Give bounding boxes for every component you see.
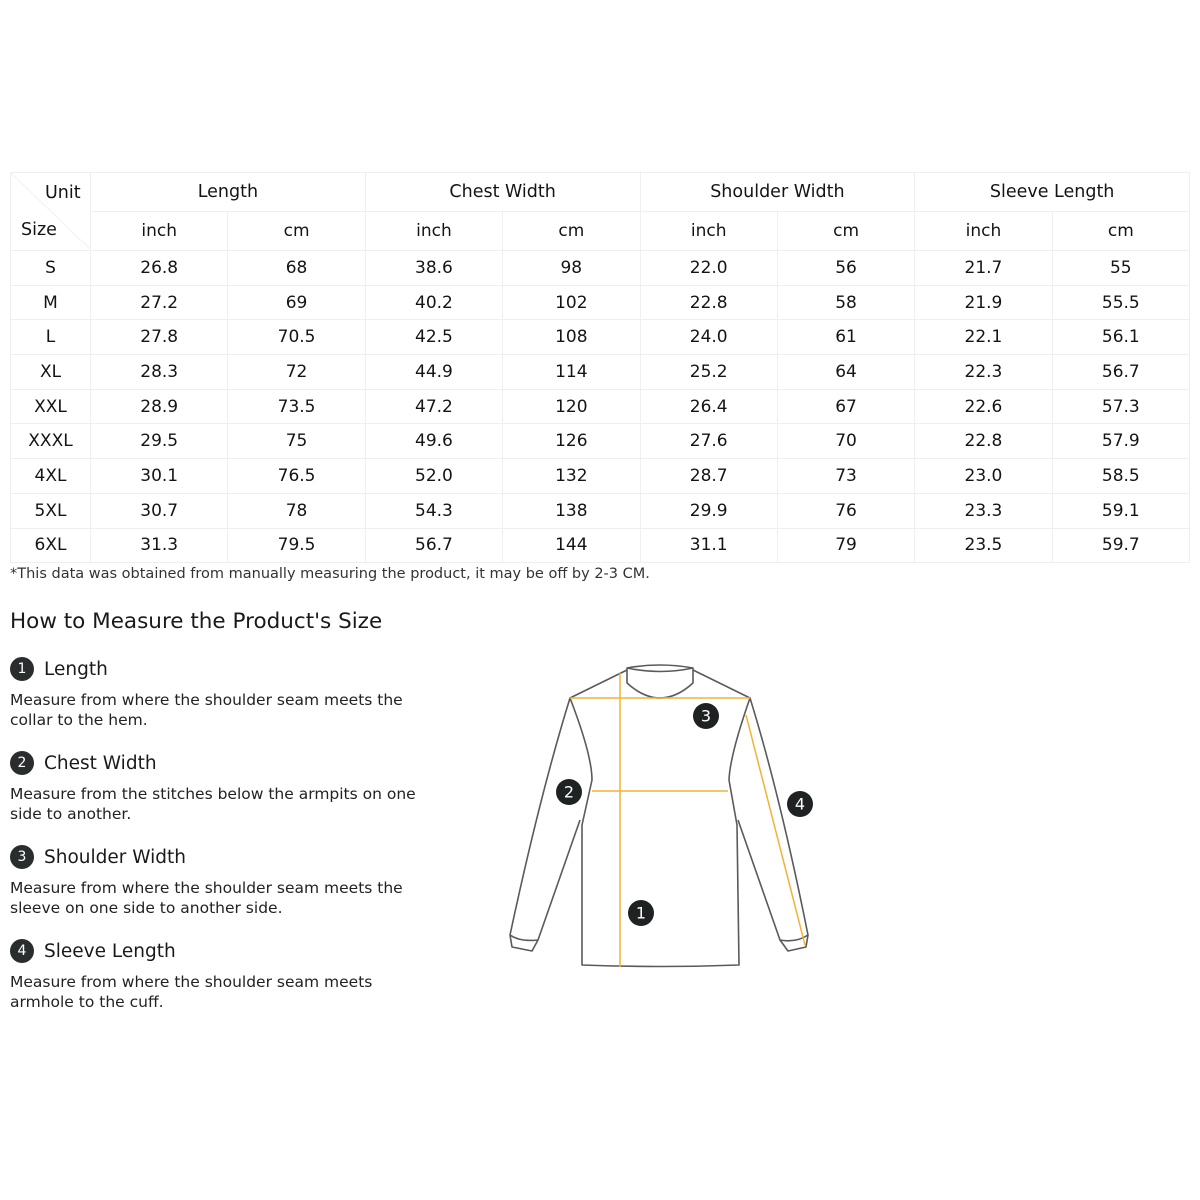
svg-text:2: 2	[563, 782, 575, 802]
marker-2-icon	[556, 779, 582, 805]
unit-label: Unit	[45, 183, 81, 203]
measurement-cell: 28.7	[640, 459, 777, 494]
table-row	[11, 528, 1190, 563]
measurement-cell: 23.5	[915, 528, 1052, 563]
measurement-cell: 22.8	[640, 285, 777, 320]
measurement-cell: 26.8	[91, 251, 228, 286]
measurement-cell: 31.1	[640, 528, 777, 563]
measurement-cell: 22.0	[640, 251, 777, 286]
unit-header: cm	[228, 212, 365, 251]
step-title: Chest Width	[44, 752, 157, 774]
size-cell: L	[11, 320, 91, 355]
measurement-cell: 76	[777, 493, 914, 528]
measurement-cell: 69	[228, 285, 365, 320]
size-label: Size	[21, 220, 57, 240]
step-title: Sleeve Length	[44, 940, 176, 962]
group-header-sleeve-length: Sleeve Length	[915, 173, 1190, 212]
measurement-cell: 73.5	[228, 389, 365, 424]
table-row	[11, 424, 1190, 459]
measurement-cell: 70.5	[228, 320, 365, 355]
number-4-badge-icon: 4	[10, 939, 34, 963]
measurement-cell: 79	[777, 528, 914, 563]
measurement-lines	[570, 673, 805, 967]
size-cell: M	[11, 285, 91, 320]
group-header-shoulder-width: Shoulder Width	[640, 173, 915, 212]
measurement-cell: 29.9	[640, 493, 777, 528]
measurement-cell: 58	[777, 285, 914, 320]
measurement-cell: 22.3	[915, 355, 1052, 390]
measurement-cell: 120	[503, 389, 640, 424]
howto-title: How to Measure the Product's Size	[10, 609, 383, 634]
measurement-cell: 42.5	[365, 320, 502, 355]
measurement-cell: 27.2	[91, 285, 228, 320]
measurement-cell: 40.2	[365, 285, 502, 320]
measurement-cell: 55	[1052, 251, 1189, 286]
group-header-length: Length	[91, 173, 366, 212]
measurement-cell: 27.6	[640, 424, 777, 459]
measurement-cell: 114	[503, 355, 640, 390]
unit-header: cm	[777, 212, 914, 251]
unit-header: cm	[1052, 212, 1189, 251]
measurement-cell: 56.7	[1052, 355, 1189, 390]
measurement-cell: 73	[777, 459, 914, 494]
step-title: Length	[44, 658, 108, 680]
measurement-cell: 67	[777, 389, 914, 424]
measurement-cell: 28.9	[91, 389, 228, 424]
measurement-cell: 49.6	[365, 424, 502, 459]
measurement-cell: 59.7	[1052, 528, 1189, 563]
measurement-cell: 56	[777, 251, 914, 286]
size-cell: 6XL	[11, 528, 91, 563]
measurement-cell: 25.2	[640, 355, 777, 390]
number-2-badge-icon: 2	[10, 751, 34, 775]
svg-text:4: 4	[794, 794, 806, 814]
measurement-cell: 54.3	[365, 493, 502, 528]
measurement-cell: 24.0	[640, 320, 777, 355]
shirt-outline-icon	[510, 665, 808, 967]
measurement-cell: 138	[503, 493, 640, 528]
table-row	[11, 493, 1190, 528]
measurement-cell: 22.6	[915, 389, 1052, 424]
measurement-cell: 30.7	[91, 493, 228, 528]
number-1-badge-icon: 1	[10, 657, 34, 681]
table-row	[11, 285, 1190, 320]
measurement-cell: 57.9	[1052, 424, 1189, 459]
size-table-body	[11, 251, 1190, 563]
measurement-cell: 70	[777, 424, 914, 459]
measurement-cell: 23.3	[915, 493, 1052, 528]
measurement-cell: 68	[228, 251, 365, 286]
unit-header: inch	[915, 212, 1052, 251]
measurement-cell: 64	[777, 355, 914, 390]
measurement-cell: 22.1	[915, 320, 1052, 355]
shirt-measurement-diagram	[500, 655, 820, 975]
size-cell: XXXL	[11, 424, 91, 459]
table-row	[11, 355, 1190, 390]
measurement-cell: 52.0	[365, 459, 502, 494]
measurement-cell: 144	[503, 528, 640, 563]
step-description: Measure from where the shoulder seam meets the sleeve on one side to another side.	[10, 879, 403, 917]
measurement-cell: 30.1	[91, 459, 228, 494]
step-description: Measure from where the shoulder seam meets the collar to the hem.	[10, 691, 403, 729]
step-shoulder-width	[10, 845, 430, 918]
measurement-cell: 38.6	[365, 251, 502, 286]
measurement-cell: 78	[228, 493, 365, 528]
step-description: Measure from where the shoulder seam meets armhole to the cuff.	[10, 973, 373, 1011]
measurement-cell: 132	[503, 459, 640, 494]
measurement-cell: 23.0	[915, 459, 1052, 494]
measurement-cell: 79.5	[228, 528, 365, 563]
group-header-chest-width: Chest Width	[365, 173, 640, 212]
measurement-cell: 47.2	[365, 389, 502, 424]
step-title: Shoulder Width	[44, 846, 187, 868]
measurement-cell: 98	[503, 251, 640, 286]
size-cell: XL	[11, 355, 91, 390]
marker-4-icon	[787, 791, 813, 817]
size-chart-table	[10, 172, 1190, 563]
measurement-cell: 21.7	[915, 251, 1052, 286]
measurement-cell: 29.5	[91, 424, 228, 459]
measurement-cell: 72	[228, 355, 365, 390]
unit-header: inch	[640, 212, 777, 251]
measurement-cell: 61	[777, 320, 914, 355]
measurement-cell: 27.8	[91, 320, 228, 355]
measurement-cell: 55.5	[1052, 285, 1189, 320]
size-cell: 5XL	[11, 493, 91, 528]
step-length	[10, 657, 430, 730]
group-header-row	[11, 173, 1190, 212]
measurement-cell: 59.1	[1052, 493, 1189, 528]
step-chest-width	[10, 751, 430, 824]
measurement-cell: 102	[503, 285, 640, 320]
step-sleeve-length	[10, 939, 430, 1012]
measurement-cell: 31.3	[91, 528, 228, 563]
measurement-cell: 44.9	[365, 355, 502, 390]
measurement-cell: 108	[503, 320, 640, 355]
measurement-footnote: *This data was obtained from manually measuring the product, it may be off by 2-3 CM.	[10, 566, 650, 582]
measurement-cell: 58.5	[1052, 459, 1189, 494]
measurement-cell: 126	[503, 424, 640, 459]
measurement-cell: 56.1	[1052, 320, 1189, 355]
table-row	[11, 389, 1190, 424]
step-description: Measure from the stitches below the armpits on one side to another.	[10, 785, 416, 823]
table-row	[11, 320, 1190, 355]
measurement-cell: 21.9	[915, 285, 1052, 320]
unit-header: cm	[503, 212, 640, 251]
size-cell: XXL	[11, 389, 91, 424]
size-cell: S	[11, 251, 91, 286]
marker-3-icon	[693, 703, 719, 729]
measurement-cell: 56.7	[365, 528, 502, 563]
unit-header: inch	[365, 212, 502, 251]
marker-1-icon	[628, 900, 654, 926]
svg-text:1: 1	[635, 903, 647, 923]
measurement-cell: 75	[228, 424, 365, 459]
measurement-cell: 57.3	[1052, 389, 1189, 424]
measurement-cell: 28.3	[91, 355, 228, 390]
measurement-cell: 22.8	[915, 424, 1052, 459]
measurement-cell: 26.4	[640, 389, 777, 424]
unit-size-corner-cell	[11, 173, 91, 251]
measurement-cell: 76.5	[228, 459, 365, 494]
unit-header: inch	[91, 212, 228, 251]
table-row	[11, 459, 1190, 494]
number-3-badge-icon: 3	[10, 845, 34, 869]
svg-text:3: 3	[700, 706, 712, 726]
unit-header-row	[11, 212, 1190, 251]
table-row	[11, 251, 1190, 286]
size-cell: 4XL	[11, 459, 91, 494]
